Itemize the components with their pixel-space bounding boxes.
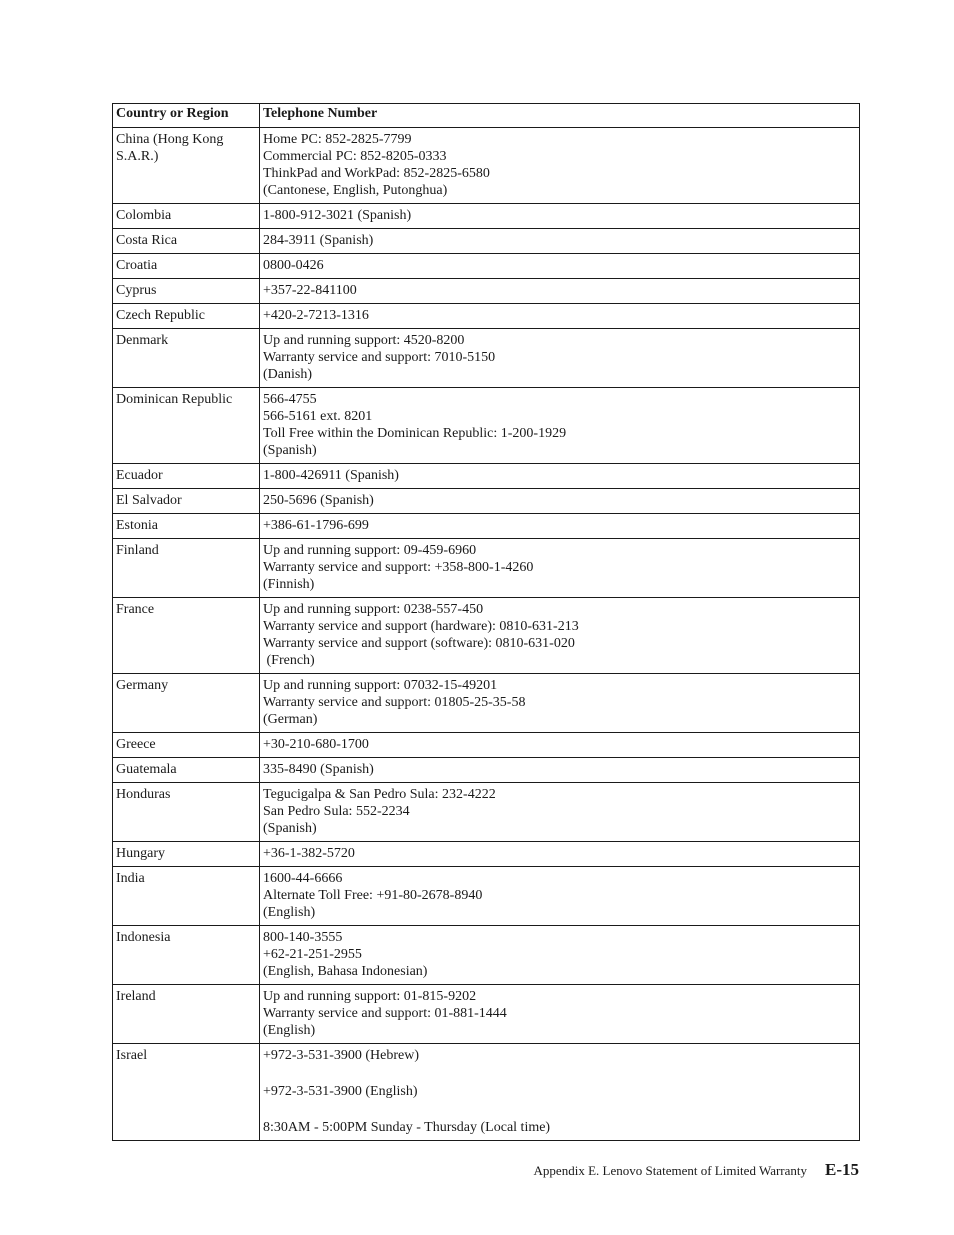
table-row	[113, 489, 860, 514]
telephone-line: (Spanish)	[263, 443, 317, 458]
telephone-line: Warranty service and support: 01805-25-35-58	[263, 695, 526, 710]
header-country: Country or Region	[113, 104, 260, 128]
telephone-cell	[260, 329, 860, 388]
telephone-line: Alternate Toll Free: +91-80-2678-8940	[263, 888, 483, 903]
telephone-line: (Spanish)	[263, 821, 317, 836]
country-name: Estonia	[116, 518, 158, 533]
table-body	[113, 128, 860, 1141]
country-name: Germany	[116, 678, 169, 693]
table-row	[113, 783, 860, 842]
telephone-cell	[260, 926, 860, 985]
table-row	[113, 254, 860, 279]
country-name: Israel	[116, 1048, 148, 1063]
telephone-line: 284-3911 (Spanish)	[263, 233, 374, 248]
telephone-line: (Danish)	[263, 367, 312, 382]
page-number: E-15	[825, 1160, 859, 1179]
footer-text: Appendix E. Lenovo Statement of Limited Warranty	[533, 1163, 807, 1178]
country-name: Colombia	[116, 208, 172, 223]
table-row	[113, 867, 860, 926]
country-name: Cyprus	[116, 283, 157, 298]
table-row	[113, 329, 860, 388]
header-telephone: Telephone Number	[260, 104, 860, 128]
table-row	[113, 733, 860, 758]
country-cell	[113, 539, 260, 598]
telephone-table	[112, 103, 860, 1141]
table-row	[113, 674, 860, 733]
country-name: Denmark	[116, 333, 169, 348]
telephone-line: 1-800-912-3021 (Spanish)	[263, 208, 412, 223]
country-cell	[113, 304, 260, 329]
table-row	[113, 388, 860, 464]
telephone-line: Warranty service and support (hardware): 0810-631-213	[263, 619, 579, 634]
telephone-line: +36-1-382-5720	[263, 846, 355, 861]
country-name: Hungary	[116, 846, 165, 861]
country-cell	[113, 867, 260, 926]
telephone-line: +386-61-1796-699	[263, 518, 369, 533]
table-row	[113, 514, 860, 539]
table-row	[113, 842, 860, 867]
telephone-line: +972-3-531-3900 (English)	[263, 1084, 418, 1099]
country-name: Croatia	[116, 258, 158, 273]
country-cell	[113, 204, 260, 229]
telephone-cell	[260, 279, 860, 304]
table-row	[113, 229, 860, 254]
table-row	[113, 304, 860, 329]
telephone-line: +30-210-680-1700	[263, 737, 369, 752]
telephone-cell	[260, 598, 860, 674]
country-cell	[113, 926, 260, 985]
telephone-cell	[260, 464, 860, 489]
telephone-cell	[260, 204, 860, 229]
telephone-cell	[260, 304, 860, 329]
table-row	[113, 926, 860, 985]
country-cell	[113, 783, 260, 842]
telephone-line: 8:30AM - 5:00PM Sunday - Thursday (Local time)	[263, 1120, 551, 1135]
country-name: Czech Republic	[116, 308, 206, 323]
telephone-line: (French)	[263, 653, 315, 668]
country-name: Costa Rica	[116, 233, 178, 248]
telephone-line: Warranty service and support: +358-800-1-4260	[263, 560, 534, 575]
telephone-line: 566-4755	[263, 392, 317, 407]
country-cell	[113, 842, 260, 867]
country-cell	[113, 733, 260, 758]
telephone-line: 0800-0426	[263, 258, 324, 273]
telephone-line: (Finnish)	[263, 577, 315, 592]
table-row	[113, 985, 860, 1044]
telephone-line: 250-5696 (Spanish)	[263, 493, 374, 508]
table-row	[113, 464, 860, 489]
country-cell	[113, 758, 260, 783]
telephone-line: Warranty service and support (software): 0810-631-020	[263, 636, 575, 651]
telephone-line: 566-5161 ext. 8201	[263, 409, 373, 424]
telephone-line: Up and running support: 4520-8200	[263, 333, 465, 348]
telephone-line: 335-8490 (Spanish)	[263, 762, 374, 777]
table-row	[113, 279, 860, 304]
table-row	[113, 204, 860, 229]
telephone-line: +62-21-251-2955	[263, 947, 362, 962]
country-cell	[113, 674, 260, 733]
country-name: China (Hong Kong S.A.R.)	[116, 132, 224, 164]
country-cell	[113, 598, 260, 674]
telephone-cell	[260, 1044, 860, 1141]
country-name: Dominican Republic	[116, 392, 233, 407]
telephone-cell	[260, 254, 860, 279]
telephone-line: Up and running support: 09-459-6960	[263, 543, 477, 558]
country-cell	[113, 464, 260, 489]
telephone-cell	[260, 388, 860, 464]
telephone-line: Commercial PC: 852-8205-0333	[263, 149, 447, 164]
country-name: Guatemala	[116, 762, 177, 777]
country-name: Indonesia	[116, 930, 171, 945]
country-cell	[113, 388, 260, 464]
telephone-line: 1600-44-6666	[263, 871, 343, 886]
telephone-line: Up and running support: 0238-557-450	[263, 602, 484, 617]
telephone-line: Warranty service and support: 7010-5150	[263, 350, 496, 365]
telephone-line: 1-800-426911 (Spanish)	[263, 468, 399, 483]
telephone-cell	[260, 867, 860, 926]
table-row	[113, 598, 860, 674]
country-name: Ecuador	[116, 468, 163, 483]
telephone-line: San Pedro Sula: 552-2234	[263, 804, 410, 819]
table-row	[113, 758, 860, 783]
telephone-cell	[260, 128, 860, 204]
telephone-cell	[260, 674, 860, 733]
telephone-cell	[260, 514, 860, 539]
telephone-line: (German)	[263, 712, 318, 727]
telephone-line: (English)	[263, 905, 316, 920]
country-name: France	[116, 602, 155, 617]
country-name: Ireland	[116, 989, 156, 1004]
telephone-cell	[260, 758, 860, 783]
telephone-line: (English)	[263, 1023, 316, 1038]
telephone-line: +972-3-531-3900 (Hebrew)	[263, 1048, 420, 1063]
telephone-cell	[260, 985, 860, 1044]
telephone-line: Toll Free within the Dominican Republic: 1-200-1929	[263, 426, 567, 441]
telephone-line: Home PC: 852-2825-7799	[263, 132, 412, 147]
country-name: Finland	[116, 543, 159, 558]
telephone-line: (Cantonese, English, Putonghua)	[263, 183, 448, 198]
country-cell	[113, 489, 260, 514]
telephone-line: Tegucigalpa & San Pedro Sula: 232-4222	[263, 787, 496, 802]
telephone-line: ThinkPad and WorkPad: 852-2825-6580	[263, 166, 490, 181]
country-cell	[113, 514, 260, 539]
telephone-cell	[260, 733, 860, 758]
telephone-line: 800-140-3555	[263, 930, 343, 945]
telephone-cell	[260, 842, 860, 867]
table-row	[113, 128, 860, 204]
country-name: El Salvador	[116, 493, 182, 508]
telephone-line: +420-2-7213-1316	[263, 308, 369, 323]
country-cell	[113, 1044, 260, 1141]
page-footer	[534, 1160, 859, 1180]
country-cell	[113, 229, 260, 254]
telephone-line: +357-22-841100	[263, 283, 357, 298]
country-cell	[113, 329, 260, 388]
table-row	[113, 539, 860, 598]
telephone-line: Up and running support: 07032-15-49201	[263, 678, 498, 693]
country-cell	[113, 128, 260, 204]
table-row	[113, 1044, 860, 1141]
table-header-row	[113, 104, 860, 128]
telephone-cell	[260, 539, 860, 598]
country-name: Greece	[116, 737, 156, 752]
telephone-line: Up and running support: 01-815-9202	[263, 989, 477, 1004]
telephone-line: Warranty service and support: 01-881-1444	[263, 1006, 507, 1021]
country-cell	[113, 279, 260, 304]
telephone-cell	[260, 229, 860, 254]
telephone-cell	[260, 783, 860, 842]
country-name: India	[116, 871, 145, 886]
country-cell	[113, 254, 260, 279]
country-name: Honduras	[116, 787, 171, 802]
telephone-line: (English, Bahasa Indonesian)	[263, 964, 428, 979]
country-cell	[113, 985, 260, 1044]
telephone-cell	[260, 489, 860, 514]
